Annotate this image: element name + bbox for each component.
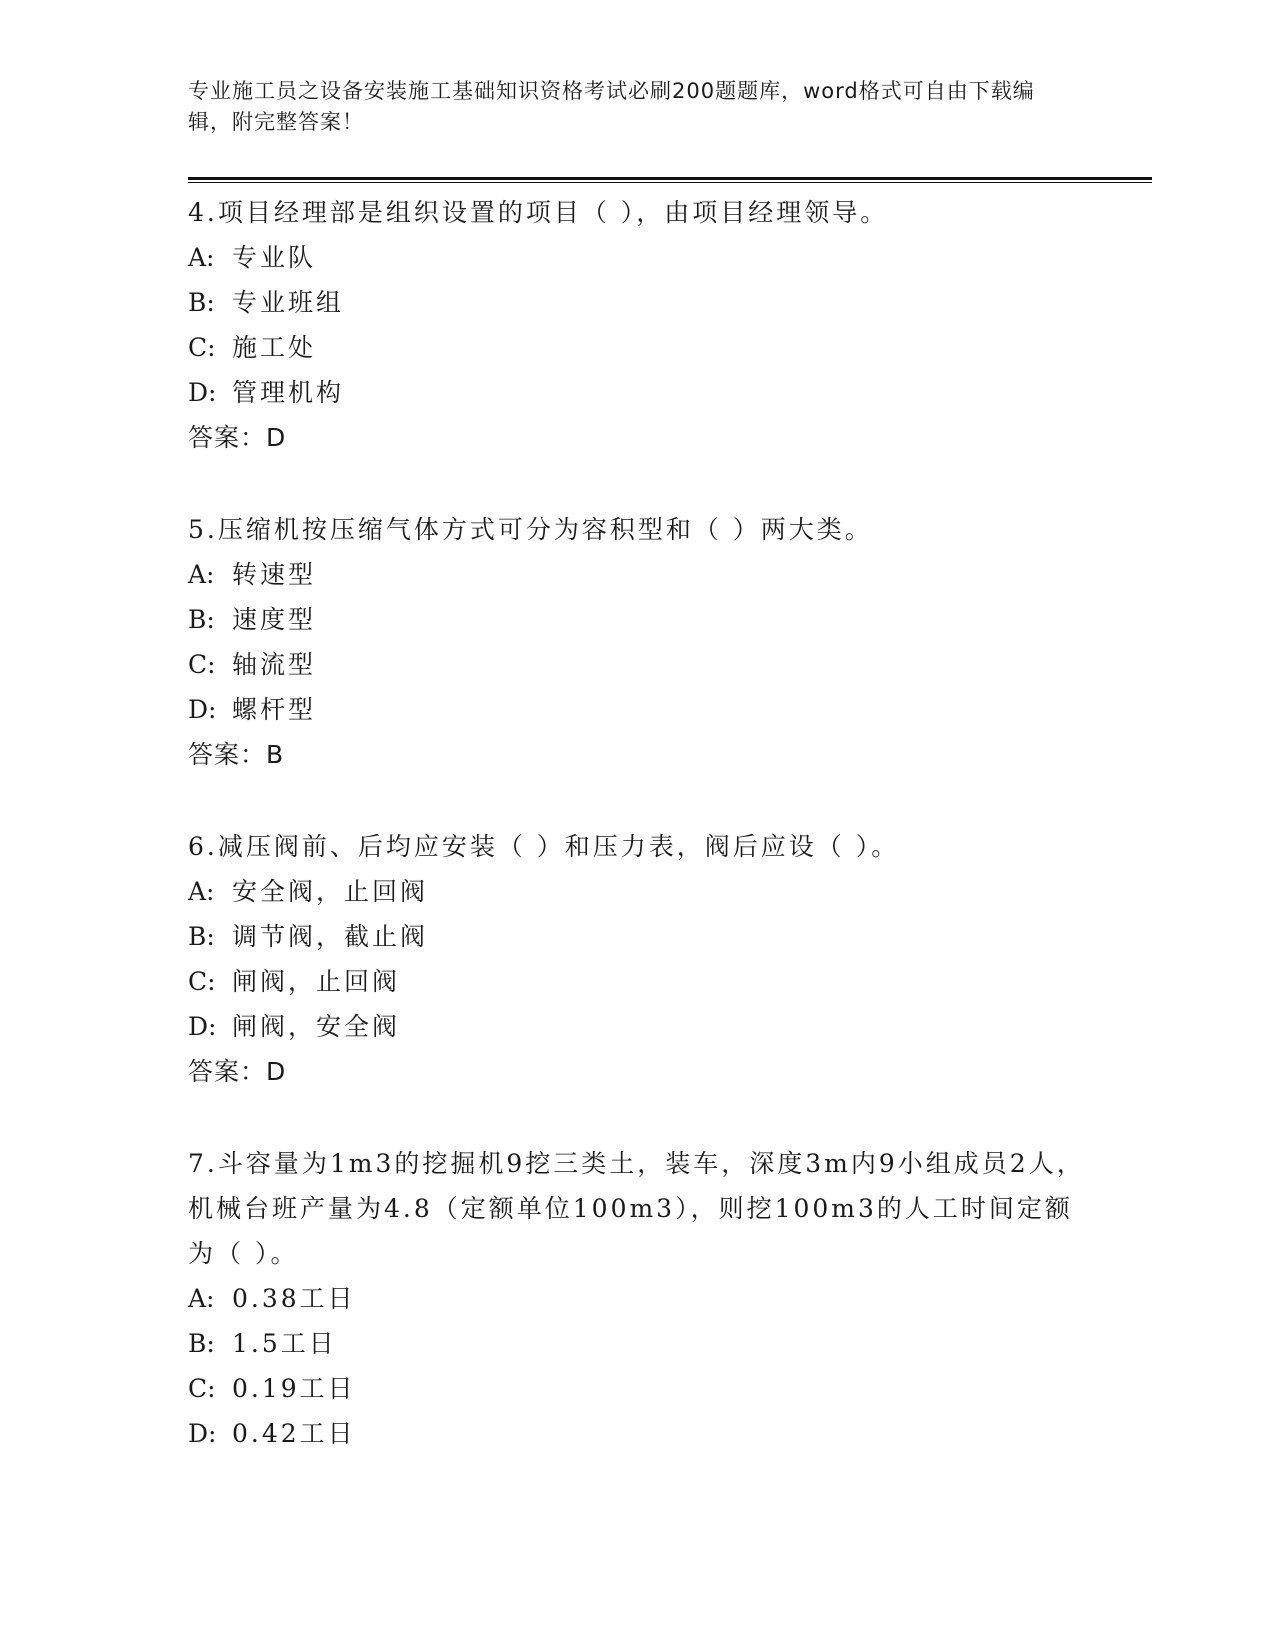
option-text: 调节阀，截止阀 [232,922,429,951]
option-d [188,1004,1088,1049]
option-text: 螺杆型 [232,695,317,724]
question-item [188,507,1088,778]
question-item [188,1141,1088,1456]
option-a [188,552,1088,597]
question-item [188,824,1088,1095]
option-text: 专业班组 [232,288,345,317]
option-letter: D: [188,1419,217,1448]
option-text: 0.38工日 [232,1284,356,1313]
option-text: 0.42工日 [232,1419,356,1448]
option-letter: C: [188,1374,216,1403]
option-c [188,1366,1088,1411]
option-letter: C: [188,333,216,362]
document-header: 专业施工员之设备安装施工基础知识资格考试必刷200题题库，word格式可自由下载编辑，附完整答案！ [188,79,1035,134]
option-text: 专业队 [232,243,317,272]
option-text: 管理机构 [232,378,345,407]
option-letter: D: [188,378,217,407]
option-c [188,642,1088,687]
option-text: 速度型 [232,605,317,634]
question-stem: 6.减压阀前、后均应安装（ ）和压力表，阀后应设（ ）。 [188,832,900,861]
option-letter: C: [188,650,216,679]
answer-line: 答案：D [188,1057,287,1086]
option-letter: D: [188,1012,217,1041]
option-a [188,869,1088,914]
option-text: 施工处 [232,333,317,362]
option-letter: A: [188,560,215,589]
option-text: 闸阀，安全阀 [232,1012,401,1041]
option-letter: A: [188,1284,215,1313]
option-letter: D: [188,695,217,724]
option-letter: B: [188,605,215,634]
answer-line: 答案：B [188,740,285,769]
option-d [188,370,1088,415]
option-letter: C: [188,967,216,996]
question-list [188,190,1088,1502]
question-item [188,190,1088,461]
option-letter: A: [188,243,215,272]
option-c [188,959,1088,1004]
question-stem: 5.压缩机按压缩气体方式可分为容积型和（ ）两大类。 [188,515,873,544]
option-text: 0.19工日 [232,1374,356,1403]
option-c [188,325,1088,370]
option-text: 闸阀，止回阀 [232,967,401,996]
option-b [188,597,1088,642]
option-b [188,1321,1088,1366]
header-rule-thin [188,182,1152,183]
option-a [188,1276,1088,1321]
option-d [188,687,1088,732]
option-letter: B: [188,1329,215,1358]
option-letter: B: [188,288,215,317]
option-text: 转速型 [232,560,317,589]
option-d [188,1411,1088,1456]
option-text: 轴流型 [232,650,317,679]
header-rule-thick [188,177,1152,180]
option-letter: B: [188,922,215,951]
option-letter: A: [188,877,215,906]
answer-line: 答案：D [188,423,287,452]
option-text: 安全阀，止回阀 [232,877,429,906]
option-b [188,914,1088,959]
question-stem: 7.斗容量为1m3的挖掘机9挖三类土，装车，深度3m内9小组成员2人，机械台班产量为4.8（定额单位100m3），则挖100m3的人工时间定额为（ ）。 [188,1149,1085,1268]
question-stem: 4.项目经理部是组织设置的项目（ ），由项目经理领导。 [188,198,889,227]
option-a [188,235,1088,280]
option-b [188,280,1088,325]
option-text: 1.5工日 [232,1329,337,1358]
